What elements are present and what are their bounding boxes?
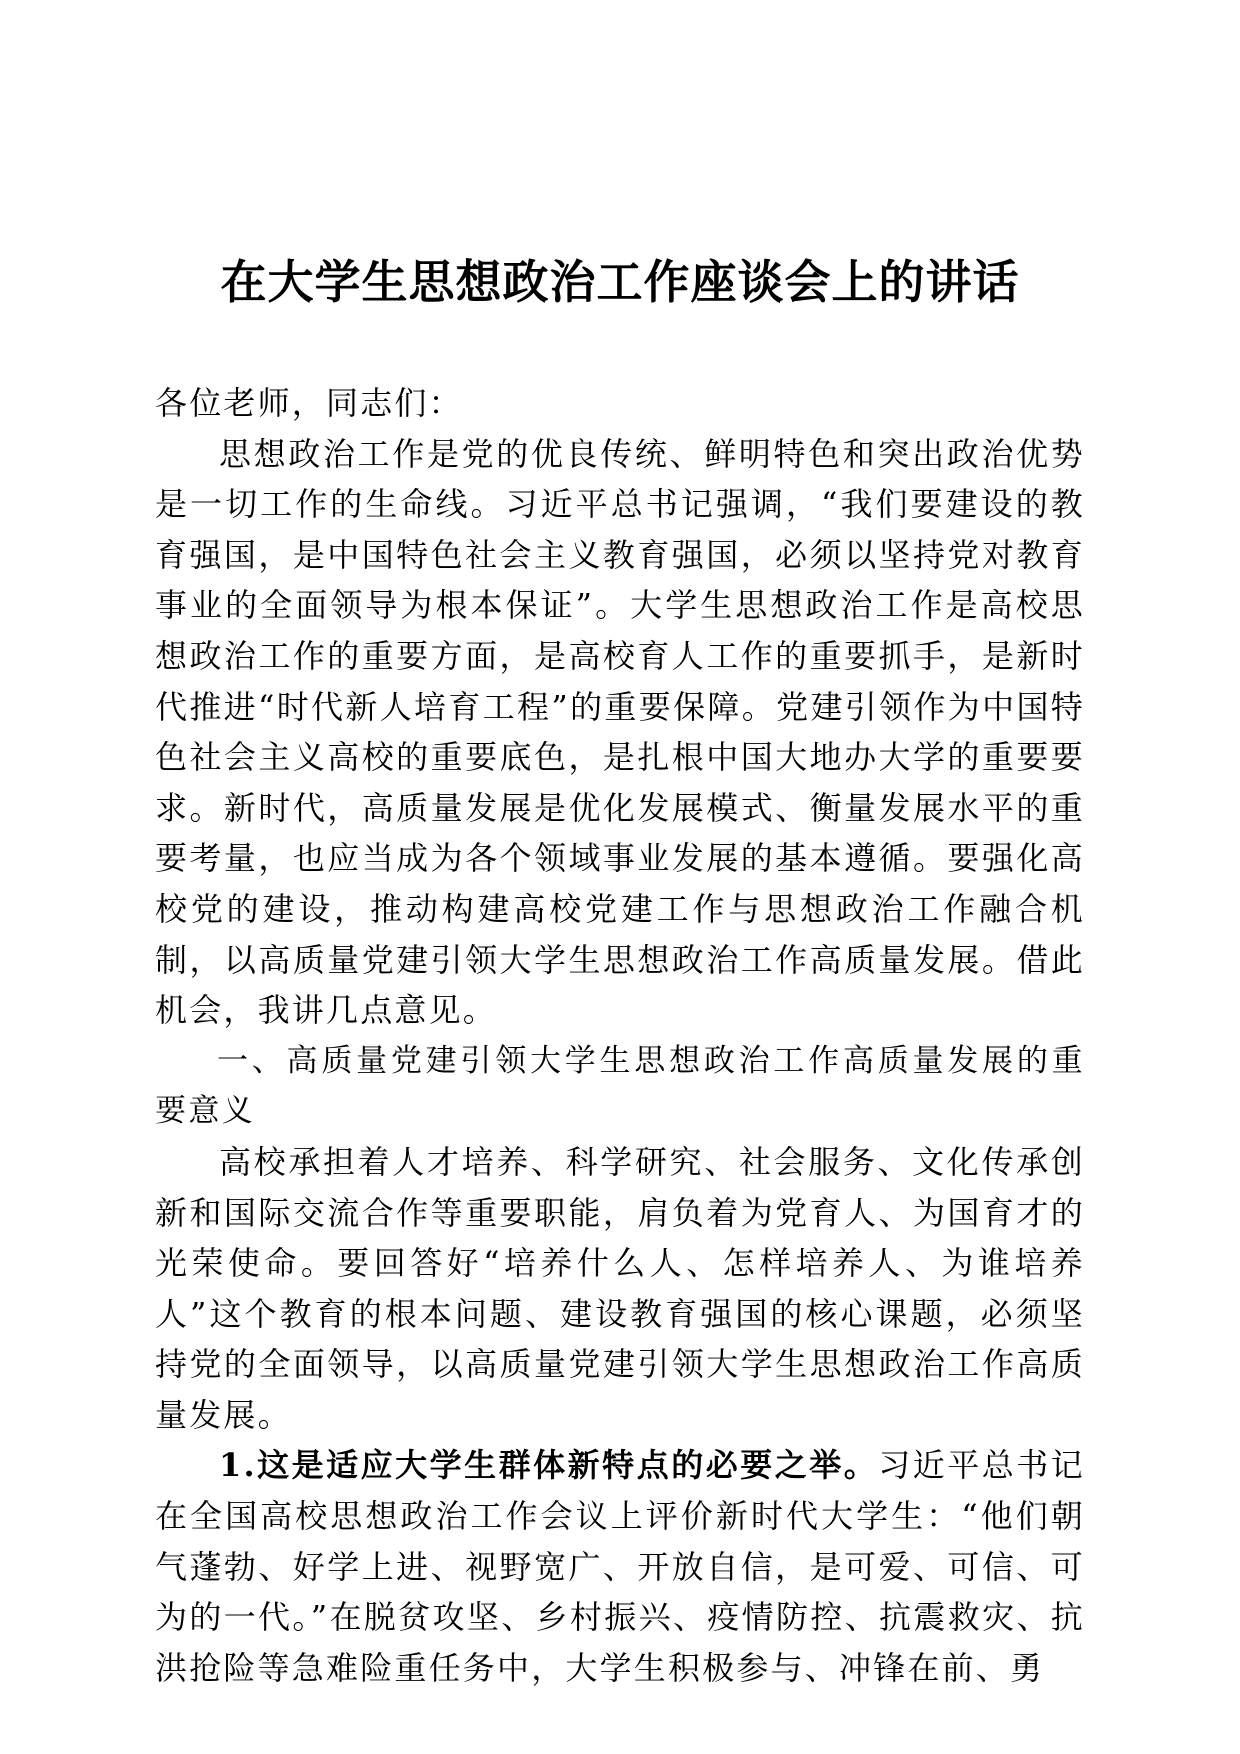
document-title: 在大学生思想政治工作座谈会上的讲话 <box>220 255 1020 309</box>
point-1-paragraph <box>155 1440 1085 1693</box>
document-body <box>155 378 1085 1693</box>
salutation: 各位老师，同志们： <box>155 384 463 422</box>
point-1-lead: 1.这是适应大学生群体新特点的必要之举。 <box>219 1446 879 1485</box>
intro-paragraph: 思想政治工作是党的优良传统、鲜明特色和突出政治优势是一切工作的生命线。习近平总书记强调，“我们要建设的教育强国，是中国特色社会主义教育强国，必须以坚持党对教育事业的全面领导为根本保证”。大学生思想政治工作是高校思想政治工作的重要方面，是高校育人工作的重要抓手，是新时代推进“时代新人培育工程”的重要保障。党建引领作为中国特色社会主义高校的重要底色，是扎根中国大地办大学的重要要求。新时代，高质量发展是优化发展模式、衡量发展水平的重要考量，也应当成为各个领域事业发展的基本遵循。要强化高校党的建设，推动构建高校党建工作与思想政治工作融合机制，以高质量党建引领大学生思想政治工作高质量发展。借此机会，我讲几点意见。 <box>155 434 1085 1030</box>
section-1-paragraph: 高校承担着人才培养、科学研究、社会服务、文化传承创新和国际交流合作等重要职能，肩负着为党育人、为国育才的光荣使命。要回答好“培养什么人、怎样培养人、为谁培养人”这个教育的根本问题、建设教育强国的核心课题，必须坚持党的全面领导，以高质量党建引领大学生思想政治工作高质量发展。 <box>155 1142 1085 1434</box>
point-1-text: 习近平总书记在全国高校思想政治工作会议上评价新时代大学生：“他们朝气蓬勃、好学上进、视野宽广、开放自信，是可爱、可信、可为的一代。”在脱贫攻坚、乡村振兴、疫情防控、抗震救灾、抗洪抢险等急难险重任务中，大学生积极参与、冲锋在前、勇 <box>155 1446 1085 1687</box>
section-heading-1: 一、高质量党建引领大学生思想政治工作高质量发展的重要意义 <box>155 1042 1085 1130</box>
